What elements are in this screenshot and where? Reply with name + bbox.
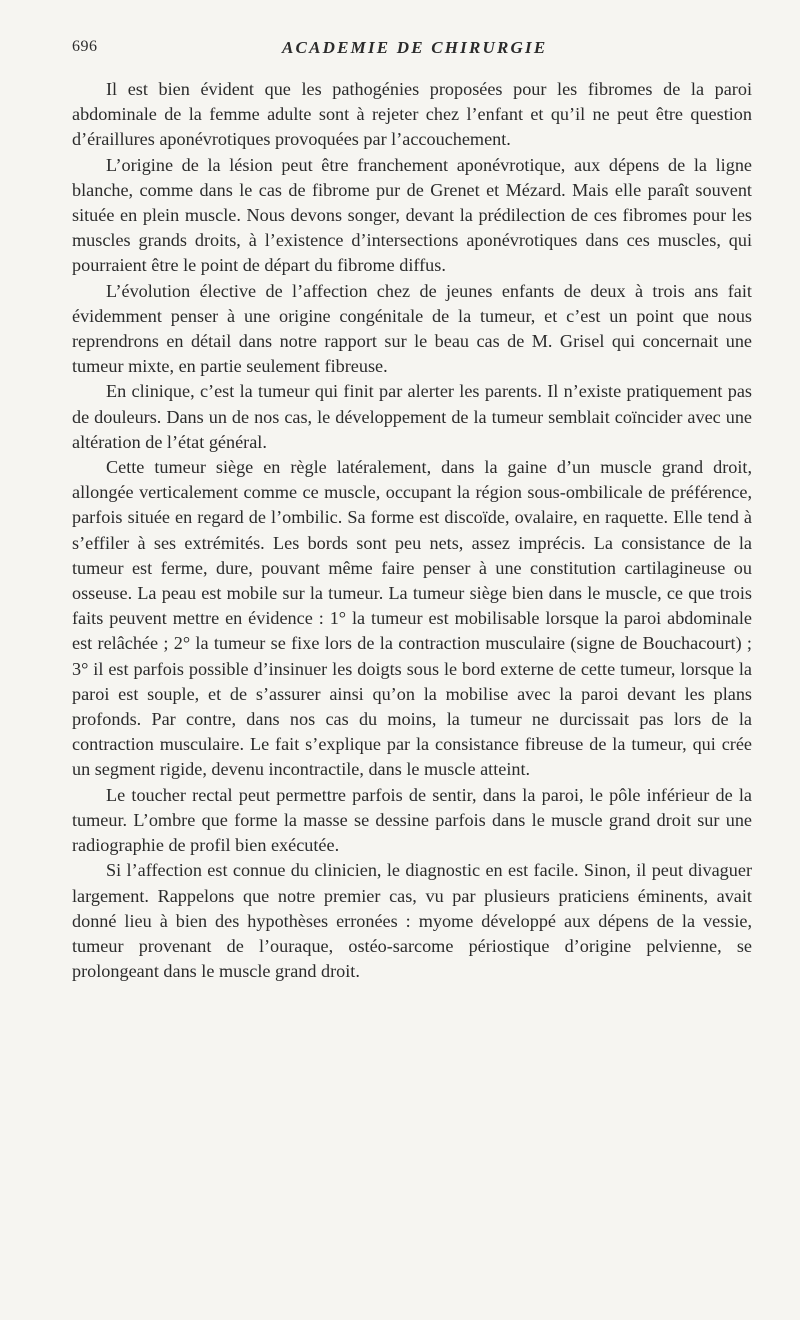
paragraph: En clinique, c’est la tumeur qui finit par alerter les parents. Il n’existe pratiquement pas de douleurs. Dans un de nos cas, le développement de la tumeur semblait coïncider avec une altération de l’état général. [72, 381, 752, 452]
paragraph: Si l’affection est connue du clinicien, le diagnostic en est facile. Sinon, il peut divaguer largement. Rappelons que notre premier cas, vu par plusieurs praticiens éminents, avait donné lieu à bien des hypothèses erronées : myome développé aux dépens de la vessie, tumeur provenant de l’ouraque, ostéo-sarcome périostique d’origine pelvienne, se prolongeant dans le muscle grand droit. [72, 860, 752, 982]
paragraph: Cette tumeur siège en règle latéralement, dans la gaine d’un muscle grand droit, allongée verticalement comme ce muscle, occupant la région sous-ombilicale de préférence, parfois située en regard de l’ombilic. Sa forme est discoïde, ovalaire, en raquette. Elle tend à s’effiler à ses extrémités. Les bords sont peu nets, assez imprécis. La consistance de la tumeur est ferme, dure, pouvant même faire penser à une constitution cartilagineuse ou osseuse. La peau est mobile sur la tumeur. La tumeur siège bien dans le muscle, ce que trois faits peuvent mettre en évidence : 1° la tumeur est mobilisable lorsque la paroi abdominale est relâchée ; 2° la tumeur se fixe lors de la contraction musculaire (signe de Bouchacourt) ; 3° il est parfois possible d’insinuer les doigts sous le bord externe de cette tumeur, lorsque la paroi est souple, et de s’assurer ainsi qu’on la mobilise avec la paroi devant les plans profonds. Par contre, dans nos cas du moins, la tumeur ne durcissait pas lors de la contraction musculaire. Le fait s’explique par la consistance fibreuse de la tumeur, qui crée un segment rigide, devenu incontractile, dans le muscle atteint. [72, 457, 752, 780]
body-text [72, 77, 752, 984]
paragraph: Le toucher rectal peut permettre parfois de sentir, dans la paroi, le pôle inférieur de la tumeur. L’ombre que forme la masse se dessine parfois dans le muscle grand droit sur une radiographie de profil bien exécutée. [72, 784, 752, 856]
paragraph: Il est bien évident que les pathogénies proposées pour les fibromes de la paroi abdominale de la femme adulte sont à rejeter chez l’enfant et qu’il ne peut être question d’éraillures aponévrotiques provoquées par l’accouchement. [72, 79, 752, 150]
paragraph: L’origine de la lésion peut être franchement aponévrotique, aux dépens de la ligne blanche, comme dans le cas de fibrome pur de Grenet et Mézard. Mais elle paraît souvent située en plein muscle. Nous devons songer, devant la prédilection de ces fibromes pour les muscles grands droits, à l’existence d’intersections aponévrotiques dans ces muscles, qui pourraient être le point de départ du fibrome diffus. [72, 154, 752, 276]
paragraph: L’évolution élective de l’affection chez de jeunes enfants de deux à trois ans fait évidemment penser à une origine congénitale de la tumeur, et c’est un point que nous reprendrons en détail dans notre rapport sur le beau cas de M. Grisel qui concernait une tumeur mixte, en partie seulement fibreuse. [72, 280, 752, 377]
page-header [72, 38, 752, 66]
running-title: ACADEMIE DE CHIRURGIE [282, 38, 548, 57]
page-number: 696 [72, 38, 98, 55]
